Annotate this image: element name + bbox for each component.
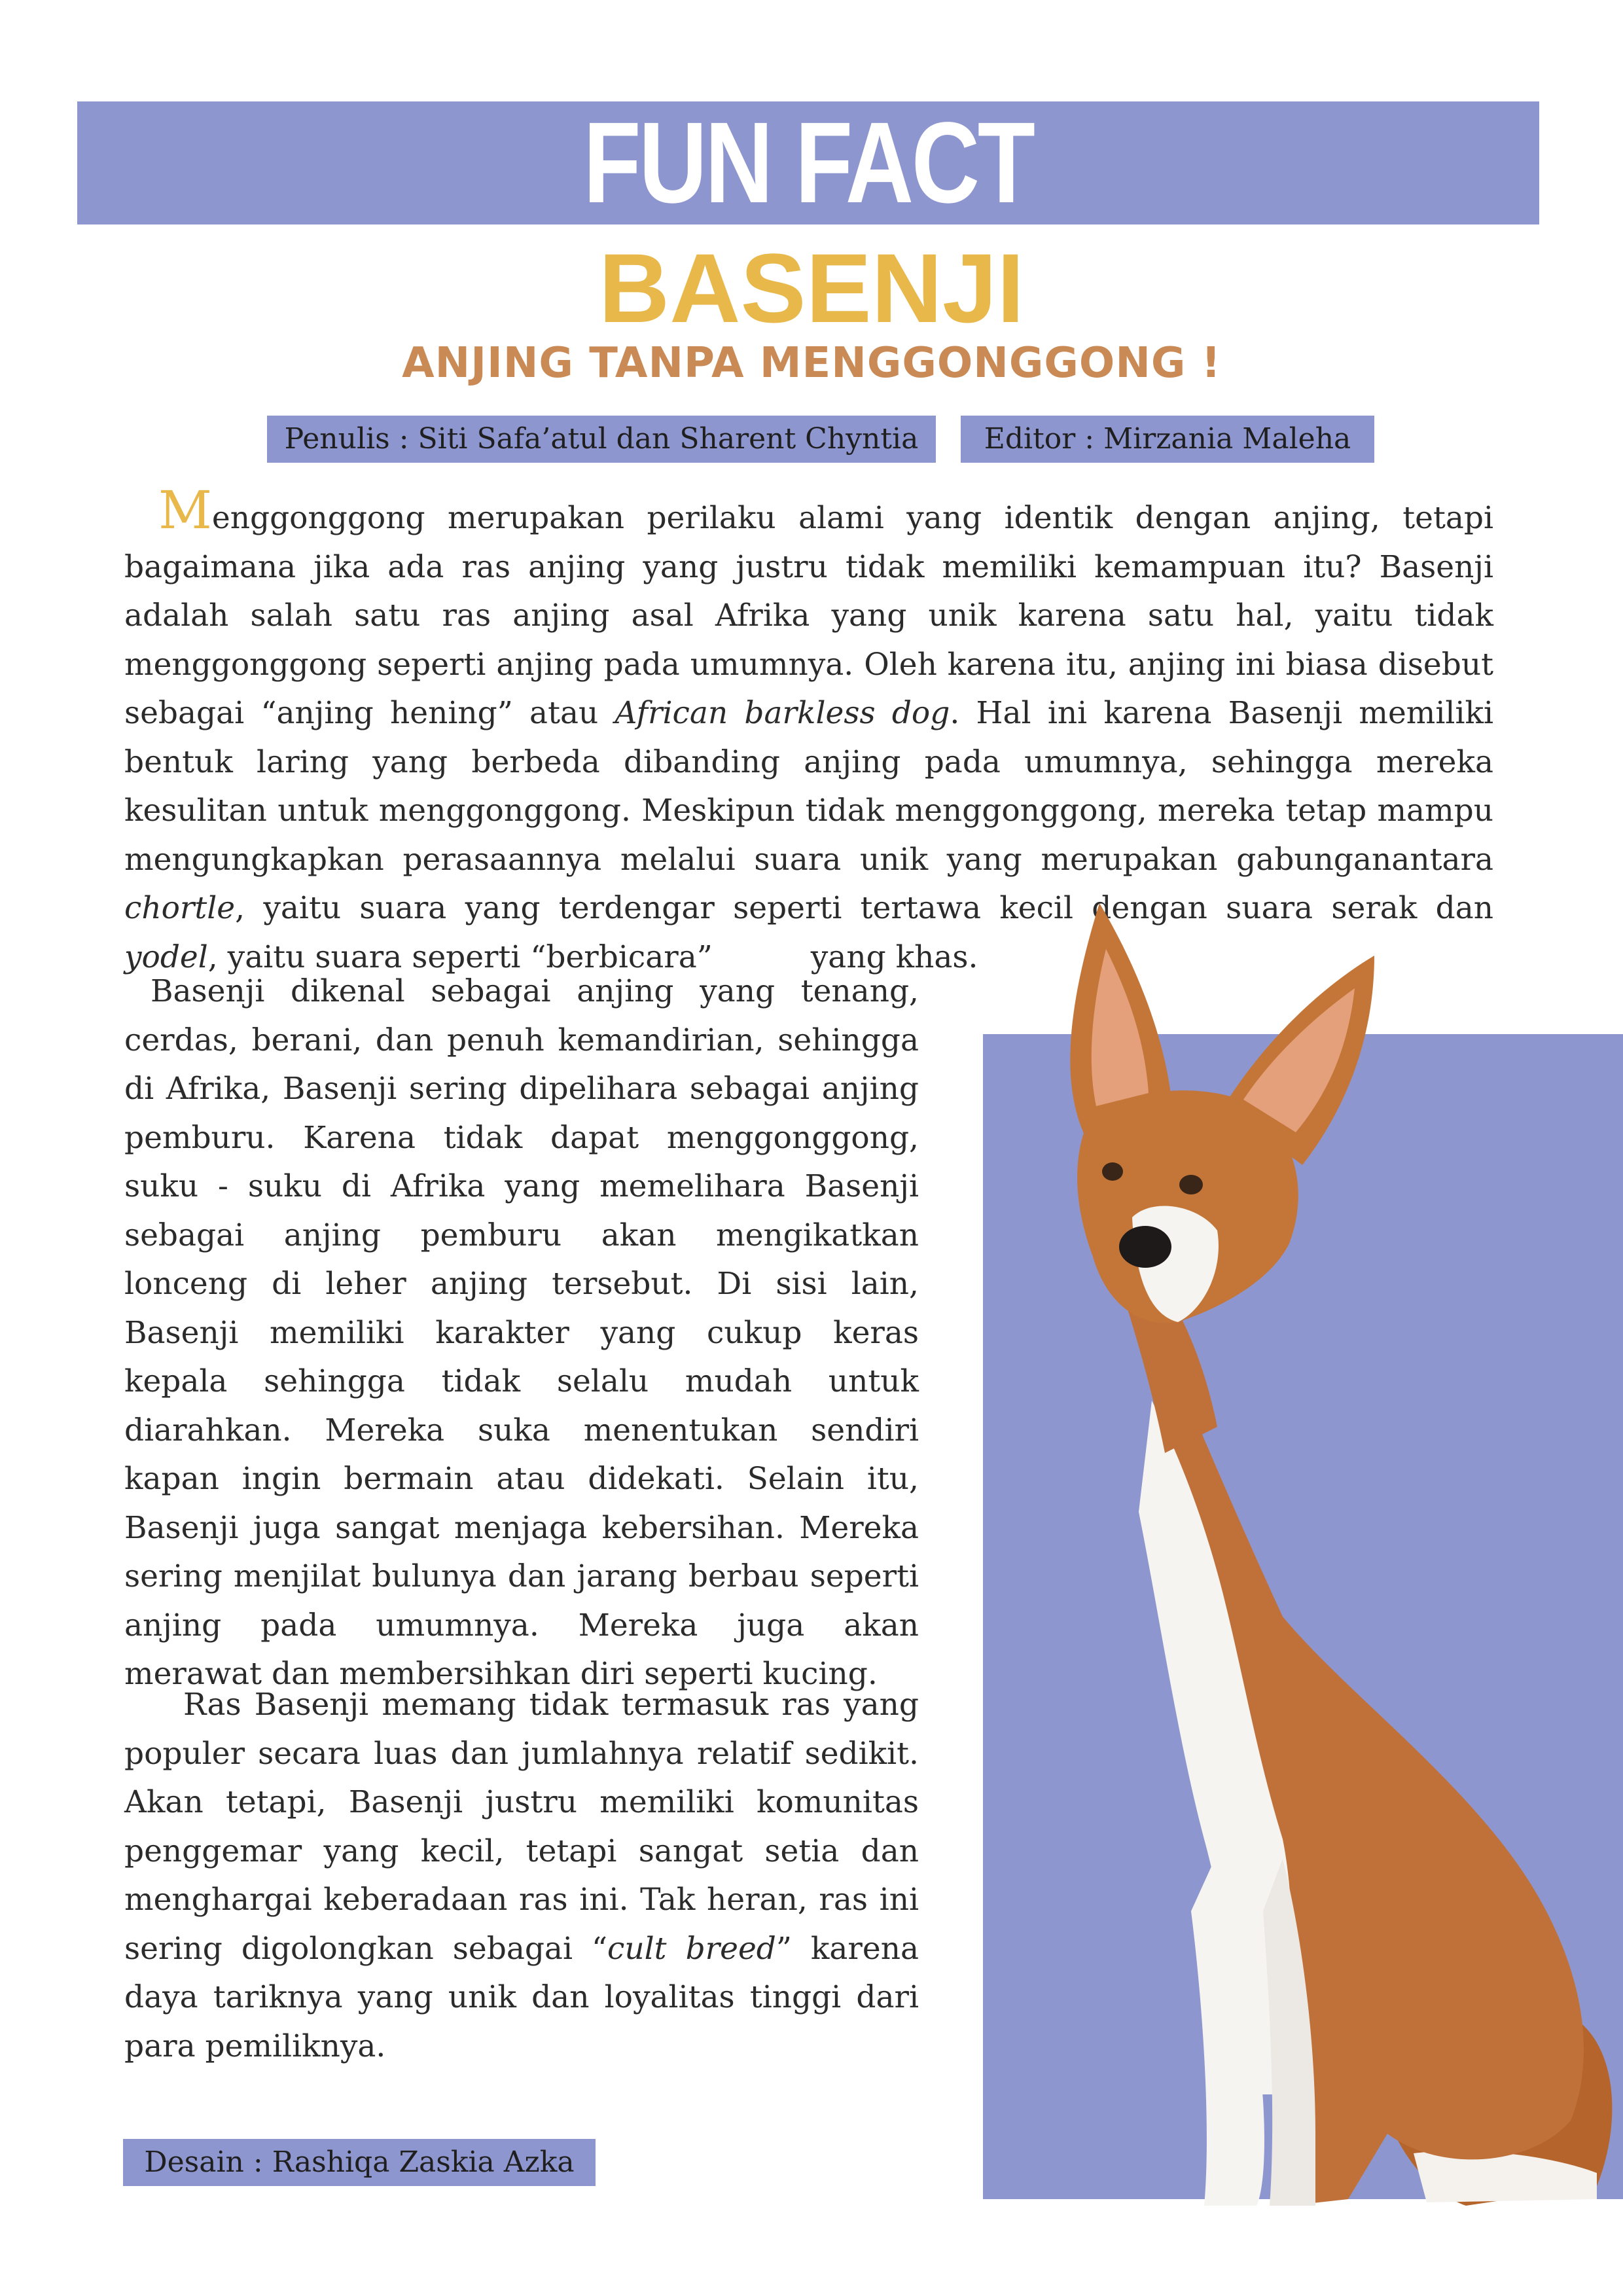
cult-text-b: ” karena daya tariknya yang unik dan loyalitas tinggi dari para pemiliknya. — [124, 1930, 919, 2064]
intro-text-c: , yaitu suara yang terdengar seperti tertawa kecil dengan suara serak dan — [235, 890, 1493, 926]
drop-cap: M — [158, 480, 212, 541]
writer-credit: Penulis : Siti Safa’atul dan Sharent Chyntia — [267, 416, 936, 463]
intro-em-a: African barkless dog — [615, 695, 950, 731]
fun-fact-banner — [77, 99, 1539, 227]
intro-text-a: enggonggong merupakan perilaku alami yang identik dengan anjing, tetapi bagaimana jika ada ras anjing yang justru tidak memiliki kemampuan itu? Basenji adalah salah satu ras anjing asal Afrika yang unik karena satu hal, yaitu tidak menggonggong seperti anjing pada umumnya. Oleh karena itu, anjing ini biasa disebut sebagai “anjing hening” atau — [124, 500, 1493, 731]
intro-text-b: . Hal ini karena Basenji memiliki bentuk laring yang berbeda dibanding anjing pada umumnya, sehingga mereka kesulitan untuk menggonggong. Meskipun tidak menggonggong, mereka tetap mampu mengungkapkan perasaannya melalui suara unik yang merupakan gabunganantara — [124, 695, 1493, 878]
basenji-dog-image — [1008, 890, 1623, 2219]
cult-text-a: Ras Basenji memang tidak termasuk ras yang populer secara luas dan jumlahnya relatif sedikit. Akan tetapi, Basenji justru memiliki komunitas penggemar yang kecil, tetapi sangat setia dan menghargai keberadaan ras ini. Tak heran, ras ini sering digolongkan sebagai “ — [124, 1687, 919, 1967]
cult-breed-paragraph — [124, 1681, 919, 2071]
banner-label: FUN FACT — [583, 99, 1033, 227]
dog-eye-right — [1179, 1175, 1203, 1194]
intro-em-b: chortle — [124, 890, 236, 926]
dog-eye-left — [1102, 1162, 1123, 1181]
page-subtitle: ANJING TANPA MENGGONGGONG ! — [402, 339, 1221, 387]
design-credit: Desain : Rashiqa Zaskia Azka — [123, 2139, 596, 2186]
page-title: BASENJI — [598, 233, 1025, 343]
character-text: Basenji dikenal sebagai anjing yang tenang, cerdas, berani, dan penuh kemandirian, sehingga di Afrika, Basenji sering dipelihara sebagai anjing pemburu. Karena tidak dapat menggonggong, suku - suku di Afrika yang memelihara Basenji sebagai anjing pemburu akan mengikatkan lonceng di leher anjing tersebut. Di sisi lain, Basenji memiliki karakter yang cukup keras kepala sehingga tidak selalu mudah untuk diarahkan. Mereka suka menentukan sendiri kapan ingin bermain atau didekati. Selain itu, Basenji juga sangat menjaga kebersihan. Mereka sering menjilat bulunya dan jarang berbau seperti anjing pada umumnya. Mereka juga akan merawat dan membersihkan diri seperti kucing. — [124, 973, 919, 1692]
editor-credit: Editor : Mirzania Maleha — [961, 416, 1374, 463]
cult-em-a: cult breed — [607, 1930, 776, 1967]
character-paragraph — [124, 967, 919, 1699]
intro-text-d: , yaitu suara seperti “berbicara” — [207, 939, 713, 975]
intro-text-e: yang khas. — [810, 939, 978, 975]
intro-em-c: yodel — [124, 939, 208, 975]
dog-nose — [1119, 1226, 1171, 1268]
